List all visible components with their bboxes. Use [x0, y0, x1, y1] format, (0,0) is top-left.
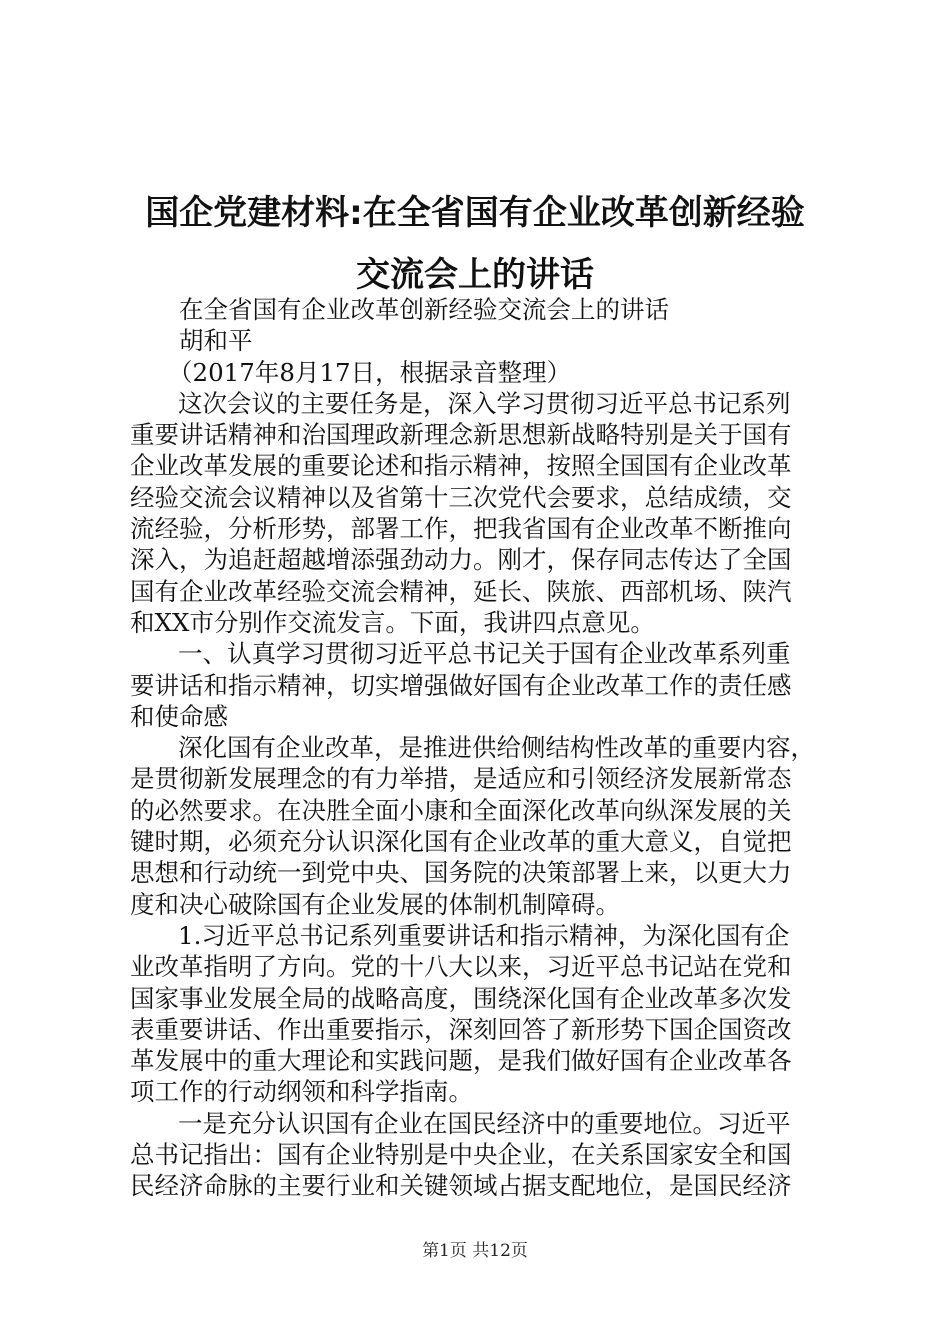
- speaker-name: 胡和平: [179, 326, 253, 356]
- paragraph-line: 国有企业改革经验交流会精神，延长、陕旅、西部机场、陕汽: [130, 576, 792, 606]
- paragraph-line: 业改革指明了方向。党的十八大以来，习近平总书记站在党和: [130, 952, 792, 982]
- paragraph-line: 革发展中的重大理论和实践问题，是我们做好国有企业改革各: [130, 1046, 792, 1076]
- paragraph-line: 国家事业发展全局的战略高度，围绕深化国有企业改革多次发: [130, 983, 792, 1013]
- title-line-1: 国企党建材料:在全省国有企业改革创新经验: [145, 193, 805, 233]
- paragraph-line: 总书记指出：国有企业特别是中央企业，在关系国家安全和国: [130, 1140, 792, 1170]
- paragraph-line: 键时期，必须充分认识深化国有企业改革的重大意义，自觉把: [130, 827, 792, 857]
- paragraph-line: 表重要讲话、作出重要指示，深刻回答了新形势下国企国资改: [130, 1014, 792, 1044]
- paragraph-line: 深化国有企业改革，是推进供给侧结构性改革的重要内容，: [178, 733, 815, 763]
- paragraph-line: 一是充分认识国有企业在国民经济中的重要地位。习近平: [178, 1108, 791, 1138]
- paragraph-line: 度和决心破除国有企业发展的体制机制障碍。: [130, 889, 620, 919]
- date-note: （2017年8月17日，根据录音整理）: [168, 357, 572, 387]
- paragraph-line: 经验交流会议精神以及省第十三次党代会要求，总结成绩，交: [130, 482, 792, 512]
- paragraph-line: 企业改革发展的重要论述和指示精神，按照全国国有企业改革: [130, 451, 792, 481]
- paragraph-line: 是贯彻新发展理念的有力举措，是适应和引领经济发展新常态: [130, 764, 792, 794]
- document-title: [110, 182, 840, 306]
- document-body: [130, 294, 830, 1202]
- paragraph-line: 流经验，分析形势，部署工作，把我省国有企业改革不断推向: [130, 514, 792, 544]
- page-number-label: 第1页 共12页: [422, 1241, 528, 1261]
- paragraph-line: 和XX市分别作交流发言。下面，我讲四点意见。: [130, 607, 655, 637]
- paragraph-line: 重要讲话精神和治国理政新理念新思想新战略特别是关于国有: [130, 420, 792, 450]
- paragraph-line: 这次会议的主要任务是，深入学习贯彻习近平总书记系列: [178, 388, 791, 418]
- section-heading-line: 要讲话和指示精神，切实增强做好国有企业改革工作的责任感: [130, 670, 792, 700]
- paragraph-line: 民经济命脉的主要行业和关键领域占据支配地位，是国民经济: [130, 1171, 792, 1201]
- page-footer: [0, 1240, 950, 1262]
- paragraph-line: 思想和行动统一到党中央、国务院的决策部署上来，以更大力: [130, 858, 792, 888]
- section-heading-line: 和使命感: [130, 701, 228, 731]
- speech-subtitle: 在全省国有企业改革创新经验交流会上的讲话: [179, 295, 669, 324]
- paragraph-line: 的必然要求。在决胜全面小康和全面深化改革向纵深发展的关: [130, 795, 792, 825]
- paragraph-line: 1.习近平总书记系列重要讲话和指示精神，为深化国有企: [178, 920, 790, 950]
- paragraph-line: 项工作的行动纲领和科学指南。: [130, 1077, 473, 1107]
- section-heading-line: 一、认真学习贯彻习近平总书记关于国有企业改革系列重: [178, 639, 791, 669]
- paragraph-line: 深入，为追赶超越增添强劲动力。刚才，保存同志传达了全国: [130, 545, 792, 575]
- title-line-2: 交流会上的讲话: [356, 255, 594, 295]
